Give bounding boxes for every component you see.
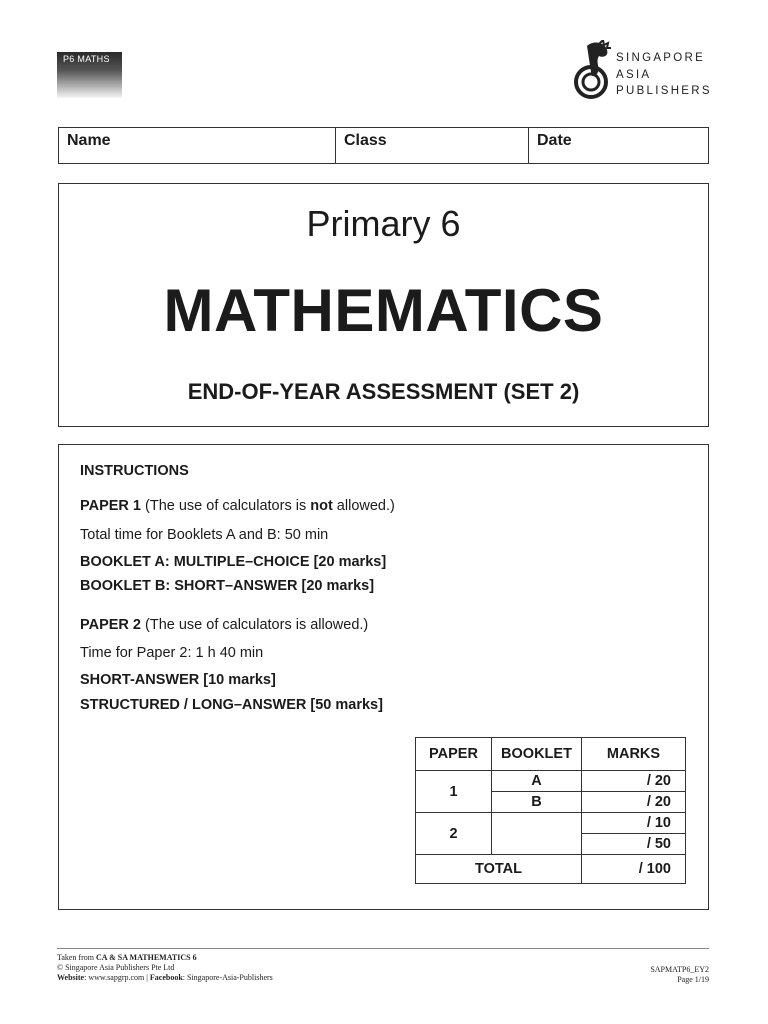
subject-tag bbox=[57, 52, 122, 98]
subject-title: MATHEMATICS bbox=[163, 277, 604, 344]
assessment-title: END-OF-YEAR ASSESSMENT (SET 2) bbox=[187, 379, 580, 404]
publisher-line-1: SINGAPORE bbox=[616, 52, 706, 64]
name-label: Name bbox=[67, 132, 111, 149]
marks-b-value: / 20 bbox=[646, 794, 671, 810]
structured-line: STRUCTURED / LONG–ANSWER [50 marks] bbox=[80, 697, 383, 713]
footer-facebook-label: Facebook bbox=[149, 973, 183, 982]
marks-table bbox=[415, 737, 686, 884]
subject-tag-label: P6 MATHS bbox=[63, 54, 110, 64]
paper1-cell: 1 bbox=[416, 771, 492, 813]
paper1-label: PAPER 1 bbox=[80, 498, 141, 514]
marks-b-cell[interactable] bbox=[582, 792, 686, 813]
date-label: Date bbox=[537, 132, 572, 149]
publisher-name bbox=[616, 50, 712, 100]
marks-a-cell[interactable] bbox=[582, 771, 686, 792]
paper2-line bbox=[80, 617, 368, 633]
table-row bbox=[416, 813, 686, 834]
footer-divider bbox=[57, 948, 709, 949]
booklet-a-line: BOOKLET A: MULTIPLE–CHOICE [20 marks] bbox=[80, 554, 387, 570]
footer-code: SAPMATP6_EY2 bbox=[650, 965, 709, 974]
footer-right bbox=[650, 965, 709, 985]
paper1-line bbox=[80, 498, 395, 514]
paper1-note-pre: (The use of calculators is bbox=[145, 498, 311, 514]
footer-book-title: CA & SA MATHEMATICS 6 bbox=[95, 953, 197, 962]
footer-left: Taken from CA & SA MATHEMATICS 6 © Singapore Asia Publishers Pte Ltd Website: www.sapgrp.com | Facebook: Singapore-Asia-Publishers bbox=[57, 953, 273, 982]
instructions-box bbox=[58, 444, 709, 910]
total-marks-value: / 100 bbox=[638, 861, 671, 877]
table-row bbox=[416, 771, 686, 792]
footer-facebook-link[interactable]: Singapore-Asia-Publishers bbox=[187, 973, 273, 982]
total-label: TOTAL bbox=[416, 855, 582, 884]
marks-a-value: / 20 bbox=[646, 773, 671, 789]
paper1-time: Total time for Booklets A and B: 50 min bbox=[80, 527, 329, 543]
marks-p2-short-value: / 10 bbox=[646, 815, 671, 831]
class-field[interactable] bbox=[336, 128, 529, 163]
booklet-b-line: BOOKLET B: SHORT–ANSWER [20 marks] bbox=[80, 578, 375, 594]
class-label: Class bbox=[344, 132, 387, 149]
total-marks-cell[interactable] bbox=[582, 855, 686, 884]
publisher-line-2: ASIA bbox=[616, 68, 652, 81]
paper1-note-not: not bbox=[310, 498, 333, 514]
footer-page-number: Page 1/19 bbox=[677, 975, 709, 984]
paper1-note-post: allowed.) bbox=[332, 498, 395, 514]
publisher-line-3: PUBLISHERS bbox=[616, 85, 712, 97]
footer-taken-from: Taken from bbox=[57, 953, 94, 962]
instructions-heading: INSTRUCTIONS bbox=[80, 463, 189, 479]
booklet-a-cell: A bbox=[492, 771, 582, 792]
paper2-cell: 2 bbox=[416, 813, 492, 855]
paper2-label: PAPER 2 bbox=[80, 617, 141, 633]
publisher-logo bbox=[573, 40, 723, 102]
student-details-bar bbox=[58, 127, 709, 164]
seahorse-logo-icon bbox=[573, 40, 615, 102]
marks-table-header bbox=[416, 738, 686, 771]
header-booklet: BOOKLET bbox=[492, 738, 582, 771]
header-paper: PAPER bbox=[416, 738, 492, 771]
footer-copyright: © Singapore Asia Publishers Pte Ltd bbox=[57, 963, 175, 972]
footer-website-label: Website bbox=[57, 973, 85, 982]
marks-p2-short-cell[interactable] bbox=[582, 813, 686, 834]
header-marks: MARKS bbox=[582, 738, 686, 771]
title-box bbox=[58, 183, 709, 427]
marks-p2-long-value: / 50 bbox=[646, 836, 671, 852]
short-answer-line: SHORT-ANSWER [10 marks] bbox=[80, 672, 276, 688]
table-row bbox=[416, 855, 686, 884]
marks-p2-long-cell[interactable] bbox=[582, 834, 686, 855]
footer-website-link[interactable]: www.sapgrp.com bbox=[88, 973, 145, 982]
paper2-booklet-cell bbox=[492, 813, 582, 855]
date-field[interactable] bbox=[529, 128, 708, 163]
booklet-b-cell: B bbox=[492, 792, 582, 813]
paper2-time: Time for Paper 2: 1 h 40 min bbox=[80, 645, 264, 661]
paper2-note: (The use of calculators is allowed.) bbox=[145, 617, 369, 633]
level-title: Primary 6 bbox=[306, 203, 461, 244]
name-field[interactable] bbox=[59, 128, 336, 163]
